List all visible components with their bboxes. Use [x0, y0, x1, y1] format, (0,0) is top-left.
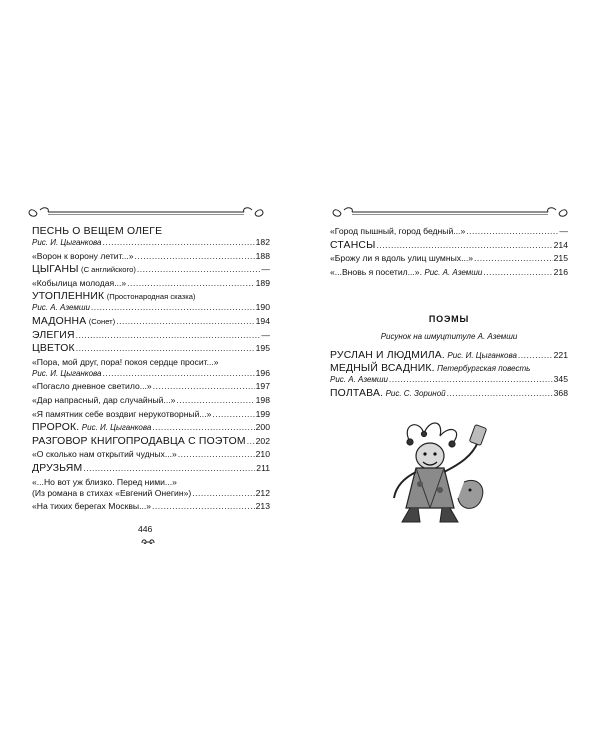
entry-page: 196 — [255, 367, 270, 378]
entry-page: 345 — [553, 374, 568, 385]
entry-page: 190 — [255, 302, 270, 313]
entry-illustrator: Рис. А. Аземши — [424, 267, 483, 277]
entry-page: — — [559, 226, 568, 236]
section-note: Рисунок на шмуцтитуле А. Аземши — [380, 331, 518, 341]
entry-title: РАЗГОВОР КНИГОПРОДАВЦА С ПОЭТОМ — [32, 435, 246, 447]
entry-page: 212 — [255, 487, 270, 498]
toc-entry — [32, 422, 270, 433]
entry-subtitle: (Из романа в стихах «Евгений Онегин») — [32, 487, 192, 498]
toc-entry — [32, 436, 270, 447]
entry-title: «О сколько нам открытий чудных...» — [32, 449, 177, 460]
toc-entry — [330, 350, 568, 361]
toc-entry — [32, 278, 270, 289]
entry-illustrator: Рис. И. Цыганкова — [447, 350, 517, 360]
toc-entry — [32, 395, 270, 406]
toc-entry — [32, 357, 270, 379]
section-title: ПОЭМЫ — [428, 313, 470, 324]
entry-illustrator: Рис. С. Зориной — [385, 388, 446, 398]
toc-entry — [32, 264, 270, 275]
entry-illustrator: Рис. А. Аземши — [32, 303, 90, 313]
entry-subtitle: Петербургская повесть — [437, 364, 531, 374]
toc-entry — [32, 381, 270, 392]
toc-entry — [32, 477, 270, 499]
jester-illustration-icon — [380, 412, 498, 527]
toc-entry — [32, 463, 270, 474]
entry-title: ПРОРОК. — [32, 422, 80, 434]
entry-title: «Дар напрасный, дар случайный...» — [32, 394, 176, 405]
entry-title: «Пора, мой друг, пора! покоя сердце просит...» — [32, 356, 219, 367]
toc-entry — [32, 226, 270, 248]
entry-page: 216 — [553, 266, 568, 277]
entry-page: — — [261, 264, 270, 275]
entry-page: 194 — [255, 315, 270, 326]
ornament-divider-left — [26, 204, 266, 220]
entry-page: 215 — [553, 253, 568, 264]
entry-page: — — [261, 329, 270, 340]
toc-entry — [32, 316, 270, 327]
entry-title: ПОЛТАВА. — [330, 387, 384, 399]
entry-title: «Кобылица молодая...» — [32, 277, 127, 288]
entry-page: 202 — [255, 435, 270, 446]
toc-left — [32, 226, 270, 515]
right-page — [300, 0, 600, 750]
entry-title: «Ворон к ворону летит...» — [32, 250, 134, 261]
page-number: 446 — [138, 524, 153, 534]
ornament-divider-right — [330, 204, 570, 220]
toc-entry — [32, 409, 270, 420]
toc-entry — [330, 226, 568, 237]
entry-title: «На тихих берегах Москвы...» — [32, 501, 152, 512]
entry-page: 189 — [255, 277, 270, 288]
toc-entry — [330, 240, 568, 251]
entry-title: ЭЛЕГИЯ — [32, 329, 75, 341]
entry-title: «Погасло дневное светило...» — [32, 381, 152, 392]
entry-title: ПЕСНЬ О ВЕЩЕМ ОЛЕГЕ — [32, 226, 163, 237]
toc-entry — [330, 253, 568, 264]
entry-title: ДРУЗЬЯМ — [32, 462, 83, 474]
entry-illustrator: Рис. И. Цыганкова — [32, 238, 102, 247]
toc-entry — [32, 343, 270, 354]
entry-title: «Я памятник себе воздвиг нерукотворный...» — [32, 408, 212, 419]
entry-illustrator: Рис. И. Цыганкова — [81, 423, 152, 433]
toc-entry — [32, 501, 270, 512]
toc-entry — [330, 388, 568, 399]
entry-title: МЕДНЫЙ ВСАДНИК. — [330, 363, 435, 375]
entry-page: 213 — [255, 501, 270, 512]
toc-entry — [32, 251, 270, 262]
entry-illustrator: Рис. А. Аземши — [330, 375, 388, 385]
entry-title: РУСЛАН И ЛЮДМИЛА. — [330, 349, 446, 361]
entry-subtitle: (Сонет) — [88, 316, 116, 326]
entry-title: «...Но вот уж близко. Перед ними...» — [32, 476, 177, 487]
toc-right — [330, 226, 568, 402]
entry-page: 200 — [255, 422, 270, 433]
entry-title: «Город пышный, город бедный...» — [330, 226, 466, 236]
entry-title: «Брожу ли я вдоль улиц шумных...» — [330, 253, 474, 264]
toc-entry — [330, 363, 568, 385]
entry-page: 188 — [255, 250, 270, 261]
entry-subtitle: (С английского) — [81, 265, 136, 275]
toc-entry — [32, 449, 270, 460]
entry-page: 368 — [553, 387, 568, 398]
toc-entry — [32, 291, 270, 313]
entry-page: 197 — [255, 381, 270, 392]
entry-page: 199 — [255, 408, 270, 419]
entry-page: 195 — [255, 343, 270, 354]
toc-entry — [32, 330, 270, 341]
entry-subtitle: (Простонародная сказка) — [106, 292, 196, 302]
entry-title: СТАНСЫ — [330, 239, 376, 251]
entry-page: 182 — [255, 237, 270, 247]
entry-page: 210 — [255, 449, 270, 460]
entry-title: МАДОННА — [32, 315, 87, 327]
entry-illustrator: Рис. И. Цыганкова — [32, 368, 102, 378]
page-ornament-icon — [140, 537, 156, 545]
entry-title: ЦВЕТОК — [32, 343, 75, 355]
entry-title: ЦЫГАНЫ — [32, 264, 79, 276]
toc-entry — [330, 267, 568, 278]
entry-page: 211 — [256, 462, 270, 473]
entry-title: УТОПЛЕННИК — [32, 291, 105, 303]
entry-page: 198 — [255, 394, 270, 405]
entry-page: 221 — [553, 349, 568, 360]
entry-page: 214 — [553, 239, 568, 250]
entry-title: «...Вновь я посетил...». — [330, 266, 422, 277]
